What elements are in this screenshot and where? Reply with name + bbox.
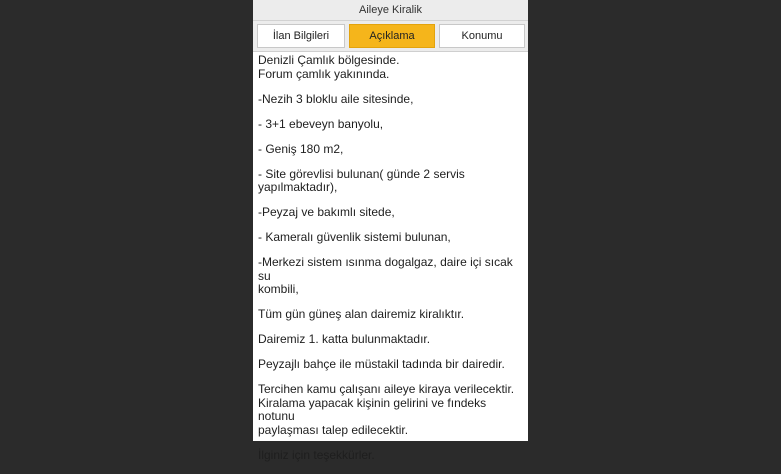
description-paragraph: Dairemiz 1. katta bulunmaktadır. — [258, 332, 431, 346]
app-screen — [253, 0, 528, 462]
description-paragraph: Peyzajlı bahçe ile müstakil tadında bir dairedir. — [258, 357, 505, 371]
description-paragraph: -Merkezi sistem ısınma dogalgaz, daire içi sıcak su kombili, — [258, 255, 513, 296]
page-title: Aileye Kiralik — [359, 4, 422, 16]
description-paragraph: - Geniş 180 m2, — [258, 141, 344, 156]
tab-aciklama[interactable]: Açıklama — [349, 24, 435, 48]
tab-bar — [253, 21, 528, 52]
description-paragraph: - Site görevlisi bulunan( günde 2 servis yapılmaktadır), — [258, 166, 465, 194]
description-paragraph: -Nezih 3 bloklu aile sitesinde, — [258, 91, 414, 106]
description-paragraph: - 3+1 ebeveyn banyolu, — [258, 116, 384, 131]
description-paragraph: Tercihen kamu çalışanı aileye kiraya verilecektir. Kiralama yapacak kişinin gelirini ve fındeks notunu paylaşması talep edilecektir. — [258, 382, 515, 437]
tab-ilan-bilgileri[interactable]: İlan Bilgileri — [257, 24, 345, 48]
description-paragraph: Denizli Çamlık bölgesinde. Forum çamlık yakınında. — [258, 53, 400, 81]
header-bar — [253, 0, 528, 21]
description-text — [258, 54, 526, 474]
description-paragraph: İlginiz için teşekkürler. — [258, 447, 375, 462]
description-paragraph: Tüm gün güneş alan dairemiz kiralıktır. — [258, 307, 465, 321]
description-paragraph: - Kameralı güvenlik sistemi bulunan, — [258, 230, 451, 244]
tab-konumu[interactable]: Konumu — [439, 24, 525, 48]
description-paragraph: -Peyzaj ve bakımlı sitede, — [258, 205, 395, 219]
